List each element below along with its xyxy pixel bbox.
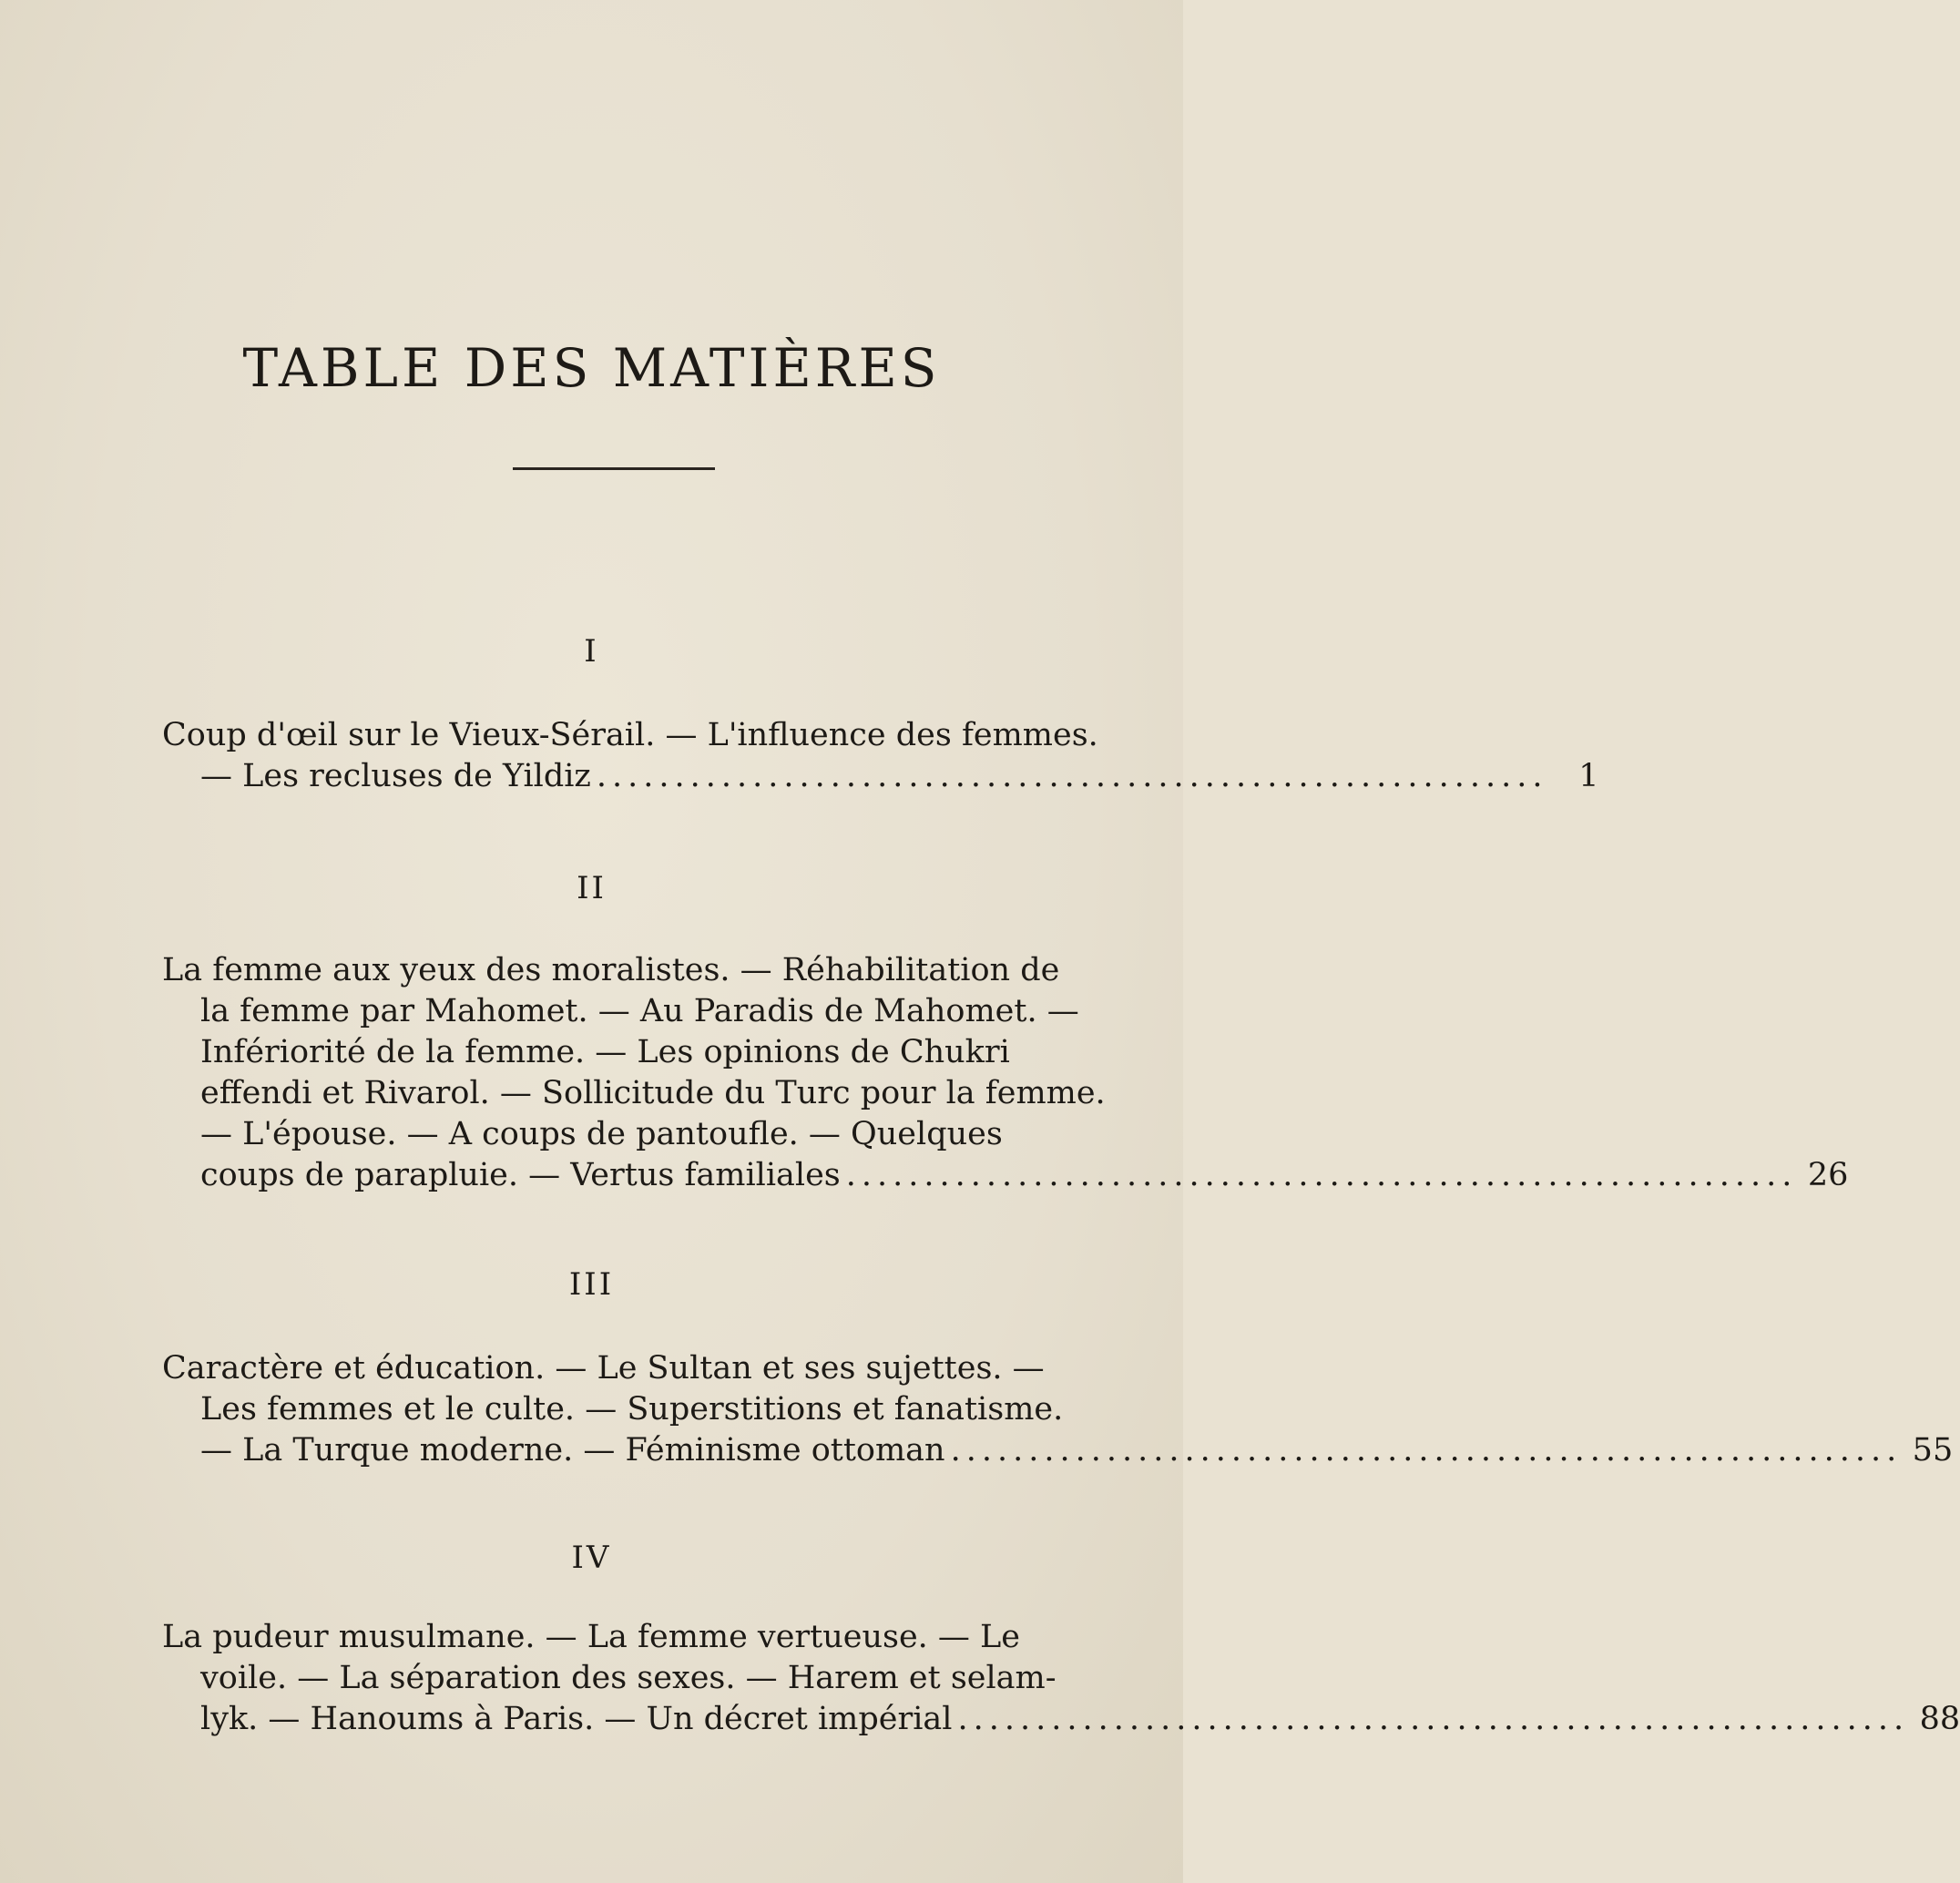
entry-text: Infériorité de la femme. — Les opinions de Chukri [200, 1034, 1010, 1070]
entry-line-last [162, 756, 1599, 797]
entry-line [162, 1389, 1087, 1430]
toc-entry-2 [162, 950, 1849, 1196]
section-numeral-2: II [577, 870, 607, 906]
entry-text: coups de parapluie. — Vertus familiales [200, 1157, 841, 1193]
entry-line [162, 1617, 1087, 1658]
toc-entry-4 [162, 1617, 1960, 1740]
entry-text: — Les recluses de Yildiz [200, 758, 591, 794]
entry-text: — L'épouse. — A coups de pantoufle. — Quelques [200, 1116, 1003, 1152]
entry-text: Caractère et éducation. — Le Sultan et ses sujettes. — [162, 1350, 1045, 1387]
dot-leader: ............................................................. [845, 1157, 1798, 1193]
section-numeral-1: I [584, 633, 599, 670]
entry-text: voile. — La séparation des sexes. — Harem et selam- [200, 1660, 1057, 1696]
page-number: 88 [1919, 1701, 1960, 1737]
section-numeral-4: IV [571, 1540, 612, 1576]
page-number: 26 [1807, 1157, 1849, 1193]
entry-line [162, 991, 1087, 1032]
entry-text: La femme aux yeux des moralistes. — Réhabilitation de [162, 952, 1060, 988]
title-rule [513, 467, 715, 470]
entry-text: Les femmes et le culte. — Superstitions et fanatisme. [200, 1391, 1064, 1428]
entry-line [162, 950, 1087, 991]
entry-text: La pudeur musulmane. — La femme vertueuse. — Le [162, 1619, 1021, 1655]
entry-line-last [162, 1699, 1960, 1740]
entry-line [162, 1032, 1087, 1073]
dot-leader: ............................................................. [950, 1432, 1903, 1469]
toc-entry-3 [162, 1348, 1954, 1471]
entry-line [162, 1073, 1106, 1114]
page-title: TABLE DES MATIÈRES [242, 337, 941, 399]
entry-line [162, 715, 1098, 756]
entry-text: Coup d'œil sur le Vieux-Sérail. — L'influence des femmes. [162, 717, 1098, 753]
entry-text: — La Turque moderne. — Féminisme ottoman [200, 1432, 945, 1469]
dot-leader: ............................................................. [957, 1701, 1910, 1737]
page-number: 1 [1578, 758, 1599, 794]
entry-line [162, 1114, 1087, 1155]
entry-text: la femme par Mahomet. — Au Paradis de Mahomet. — [200, 993, 1079, 1029]
section-numeral-3: III [568, 1266, 615, 1303]
entry-text: effendi et Rivarol. — Sollicitude du Turc pour la femme. [200, 1075, 1106, 1111]
entry-line [162, 1348, 1087, 1389]
dot-leader: ............................................................. [596, 758, 1548, 794]
entry-text: lyk. — Hanoums à Paris. — Un décret impérial [200, 1701, 953, 1737]
entry-line-last [162, 1155, 1849, 1196]
entry-line-last [162, 1430, 1954, 1471]
page-number: 55 [1912, 1432, 1954, 1469]
toc-entry-1 [162, 715, 1599, 797]
entry-line [162, 1658, 1087, 1699]
